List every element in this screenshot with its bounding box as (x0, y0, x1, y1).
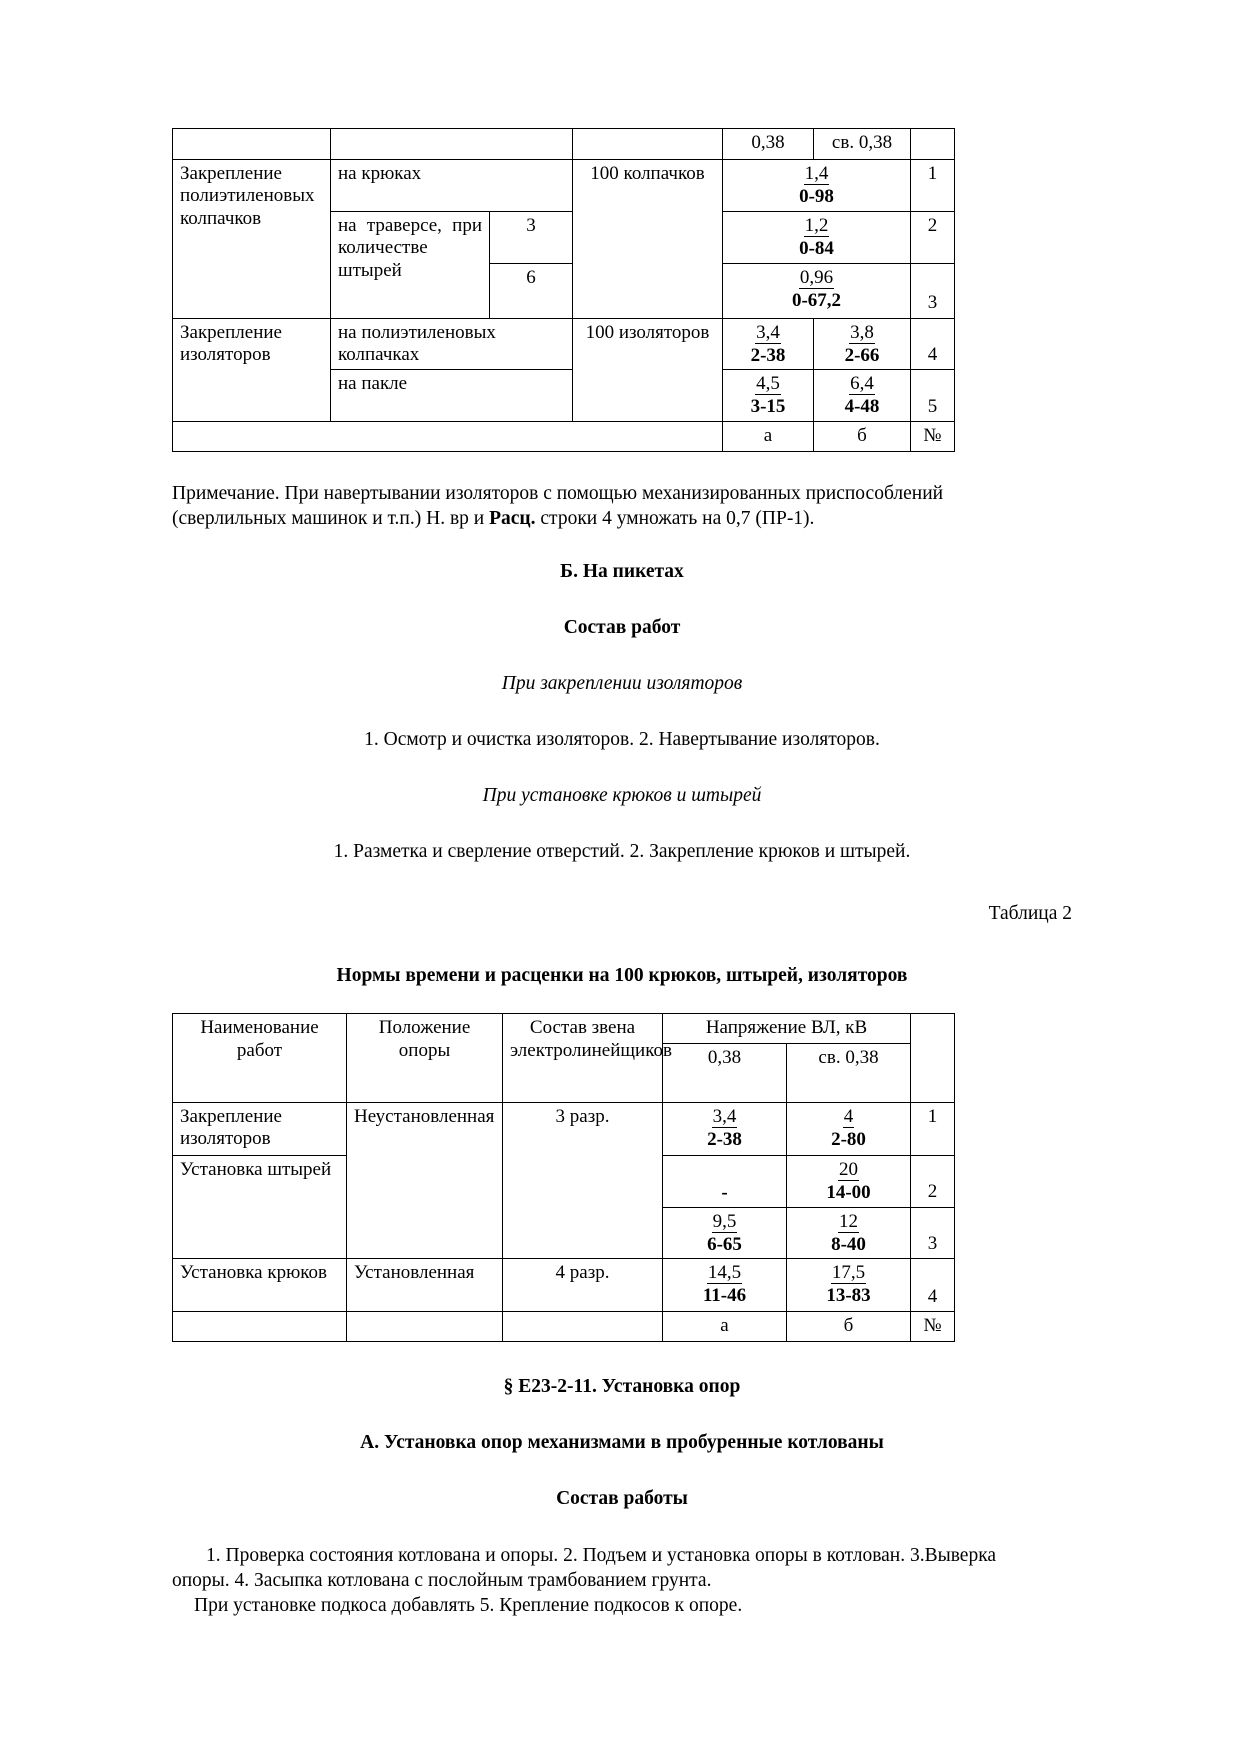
t2-foot-b: б (787, 1312, 911, 1341)
t2-r1-num-a: 3,4 (712, 1105, 737, 1127)
t1-r5-value-b (814, 370, 911, 422)
t2-r1-value-a (663, 1102, 787, 1155)
t2-head-voltage-b: св. 0,38 (787, 1043, 911, 1102)
t1-r2-variant: на траверсе, при количестве штырей (331, 211, 490, 318)
t2-r3-value-a (663, 1207, 787, 1259)
table-row (173, 129, 955, 160)
t2-r4-num-b: 17,5 (831, 1262, 866, 1284)
t2-head-voltage-a: 0,38 (663, 1043, 787, 1102)
t1-foot-a: а (723, 422, 814, 451)
body-hooks: 1. Разметка и сверление отверстий. 2. Закрепление крюков и штырей. (333, 841, 911, 863)
t2-head-col2: Положение опоры (347, 1014, 503, 1102)
t1-r2-num: 1,2 (804, 214, 829, 236)
t1-r2-no: 2 (911, 211, 955, 263)
t1-r5-value-a (723, 370, 814, 422)
t2-r1-value-b (787, 1102, 911, 1155)
t1-r5-variant: на пакле (331, 370, 573, 422)
t1-r1-value-a (723, 160, 911, 212)
table-row (173, 318, 955, 370)
section-e23-body (172, 1544, 1072, 1619)
t2-r4-crew: 4 разр. (503, 1259, 663, 1312)
t1-head-blank-1 (173, 129, 331, 160)
t2-r1-den-b: 2-80 (831, 1128, 866, 1150)
t2-r1-name: Закрепление изоляторов (173, 1102, 347, 1155)
t2-r4-no: 4 (911, 1259, 955, 1312)
t2-foot-a: а (663, 1312, 787, 1341)
note-line-2-bold: Расц. (489, 507, 536, 529)
t2-head-blank (911, 1014, 955, 1102)
t2-r2-value-a (663, 1155, 787, 1207)
t1-head-voltage-a: 0,38 (723, 129, 814, 160)
t1-r5-den-b: 4-48 (844, 396, 880, 418)
note-line-2-part2: строки 4 умножать на 0,7 (ПР-1). (535, 507, 815, 529)
sostav-raboty-heading: Состав работы (556, 1487, 688, 1509)
t1-r4-num-a: 3,4 (756, 321, 780, 343)
t1-r1-variant: на крюках (331, 160, 573, 212)
t2-r2-name: Установка штырей (173, 1155, 347, 1259)
t2-r3-num-a: 9,5 (712, 1210, 737, 1232)
t1-head-blank-2 (331, 129, 573, 160)
e23-body-line-3: При установке подкоса добавлять 5. Крепление подкосов к опоре. (194, 1594, 743, 1616)
table-row (173, 1312, 955, 1341)
t1-r4-unit: 100 изоляторов (573, 318, 723, 422)
e23-body-line-2: опоры. 4. Засыпка котлована с послойным трамбованием грунта. (172, 1569, 712, 1591)
t1-r3-count: 6 (490, 263, 573, 318)
t1-r3-value-a (723, 263, 911, 318)
t1-r4-name: Закрепление изоляторов (173, 318, 331, 422)
t1-head-blank-4 (911, 129, 955, 160)
t2-head-voltage-group: Напряжение ВЛ, кВ (663, 1014, 911, 1043)
t1-r3-den: 0-67,2 (791, 289, 842, 311)
t2-r3-value-b (787, 1207, 911, 1259)
t1-r4-num-b: 3,8 (850, 321, 874, 343)
sostav-rabot-heading: Состав работ (563, 617, 681, 639)
sub-heading-hooks: При установке крюков и штырей (482, 785, 762, 807)
t2-head-col3: Состав звена электролинейщиков (503, 1014, 663, 1102)
t2-r1-den-a: 2-38 (707, 1128, 742, 1150)
table-row (173, 1259, 955, 1312)
t2-r2-den-b: 14-00 (826, 1181, 871, 1203)
sub-heading-insulators: При закреплении изоляторов (501, 673, 743, 695)
t2-r4-value-b (787, 1259, 911, 1312)
t2-r1-crew: 3 разр. (503, 1102, 663, 1259)
t2-r2-num-b: 20 (839, 1158, 858, 1180)
t1-r4-no: 4 (911, 318, 955, 370)
t1-r4-value-b (814, 318, 911, 370)
section-b-title: Б. На пикетах (560, 561, 684, 583)
t2-r4-position: Установленная (347, 1259, 503, 1312)
t2-foot-blank-2 (347, 1312, 503, 1341)
t1-r2-value-a (723, 211, 911, 263)
t1-r5-den-a: 3-15 (750, 396, 786, 418)
t2-r3-num-b: 12 (839, 1210, 858, 1232)
t2-r3-no: 3 (911, 1207, 955, 1259)
note-line-1: Примечание. При навертывании изоляторов с помощью механизированных приспособлений (172, 482, 944, 504)
t2-head-col1: Наименование работ (173, 1014, 347, 1102)
table-norms-2 (172, 1013, 955, 1341)
t2-r1-position: Неустановленная (347, 1102, 503, 1259)
section-e23-title: § Е23-2-11. Установка опор (503, 1375, 741, 1397)
t1-r5-no: 5 (911, 370, 955, 422)
t2-r1-num-b: 4 (843, 1105, 854, 1127)
t2-r2-no: 2 (911, 1155, 955, 1207)
t2-r1-no: 1 (911, 1102, 955, 1155)
t1-r2-count: 3 (490, 211, 573, 263)
e23-body-line-1: 1. Проверка состояния котлована и опоры. 2. Подъем и установка опоры в котлован. 3.Выверка (206, 1544, 997, 1566)
t2-r3-den-a: 6-65 (707, 1233, 742, 1255)
t2-r2-den-a: - (721, 1181, 728, 1203)
t1-r3-num: 0,96 (799, 266, 834, 288)
t2-foot-no: № (911, 1312, 955, 1341)
t1-r4-variant: на полиэтиленовых колпачках (331, 318, 573, 370)
table2-title: Нормы времени и расценки на 100 крюков, штырей, изоляторов (336, 965, 908, 987)
t1-r5-num-a: 4,5 (756, 373, 780, 395)
t1-r1-num: 1,4 (804, 163, 829, 184)
table2-number: Таблица 2 (988, 903, 1072, 925)
t2-r3-den-b: 8-40 (831, 1233, 866, 1255)
t2-r4-den-a: 11-46 (702, 1285, 747, 1307)
table-row (173, 422, 955, 451)
t1-r4-value-a (723, 318, 814, 370)
table-row (173, 1102, 955, 1155)
t2-r4-den-b: 13-83 (826, 1285, 871, 1307)
t1-r1-unit: 100 колпачков (573, 160, 723, 319)
t2-foot-blank-1 (173, 1312, 347, 1341)
section-e23-subtitle-a: А. Установка опор механизмами в пробуренные котлованы (360, 1431, 884, 1453)
table-row (173, 160, 955, 212)
t2-foot-blank-3 (503, 1312, 663, 1341)
t1-foot-no: № (911, 422, 955, 451)
t2-r4-value-a (663, 1259, 787, 1312)
t1-r5-num-b: 6,4 (850, 373, 874, 395)
note-line-2-part1: (сверлильных машинок и т.п.) Н. вр и (172, 507, 490, 529)
t1-r1-name: Закрепление полиэтиленовых колпачков (173, 160, 331, 319)
t1-r4-den-b: 2-66 (844, 344, 880, 366)
t1-foot-b: б (814, 422, 911, 451)
t1-r3-no: 3 (911, 263, 955, 318)
table-norms-1 (172, 128, 955, 452)
t1-foot-blank (173, 422, 723, 451)
t1-r1-den: 0-98 (799, 185, 834, 207)
t1-head-voltage-b: св. 0,38 (814, 129, 911, 160)
body-insulators: 1. Осмотр и очистка изоляторов. 2. Навертывание изоляторов. (364, 729, 880, 751)
t1-r4-den-a: 2-38 (750, 344, 786, 366)
t2-r4-num-a: 14,5 (707, 1262, 742, 1284)
t1-head-blank-3 (573, 129, 723, 160)
t1-r1-no: 1 (911, 160, 955, 212)
note-paragraph (172, 482, 1072, 532)
t2-r4-name: Установка крюков (173, 1259, 347, 1312)
t2-r2-value-b (787, 1155, 911, 1207)
table-row (173, 1014, 955, 1043)
t1-r2-den: 0-84 (799, 237, 834, 259)
